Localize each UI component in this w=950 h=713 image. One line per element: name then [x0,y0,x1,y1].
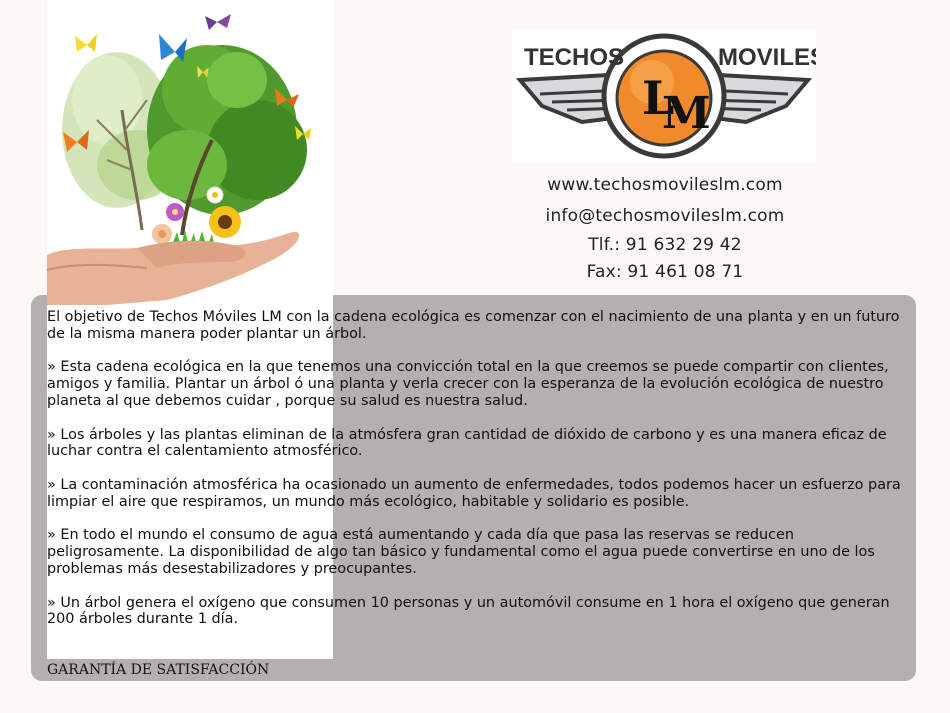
website-link[interactable]: www.techosmovileslm.com [547,175,783,195]
logo-word-moviles: MOVILES [718,44,816,71]
logo-monogram-l: L [642,71,675,125]
phone-number: Tlf.: 91 632 29 42 [588,235,742,255]
bullet-paragraph: » La contaminación atmosférica ha ocasionado un aumento de enfermedades, todos podemos hacer un esfuerzo para limpiar el aire que respiramos, un mundo más ecológico, habitable y solidario es posible. [47,476,901,510]
tree-in-hand-illustration [47,0,333,305]
bullet-paragraph: » Los árboles y las plantas eliminan de la atmósfera gran cantidad de dióxido de carbono y es una manera eficaz de luchar contra el calentamiento atmosférico. [47,426,887,460]
logo-word-techos: TECHOS [524,44,625,71]
bullet-paragraph: » Esta cadena ecológica en la que tenemos una convicción total en la que creemos se puede compartir con clientes, amigos y familia. Plantar un árbol ó una planta y verla crecer con la esperanza de la evolución ecológica de nuestro planeta al que debemos cuidar , porque su salud es nuestra salud. [47,359,889,409]
bullet-paragraph: » Un árbol genera el oxígeno que consumen 10 personas y un automóvil consume en 1 hora el oxígeno que generan 200 árboles durante 1 día. [47,594,890,628]
intro-paragraph: El objetivo de Techos Móviles LM con la cadena ecológica es comenzar con el nacimiento de una planta y en un futuro de la misma manera poder plantar un árbol. [47,309,900,342]
fax-number: Fax: 91 461 08 71 [586,262,744,282]
techos-moviles-logo-icon [512,30,816,162]
satisfaction-guarantee-label: GARANTÍA DE SATISFACCIÓN [47,662,270,678]
logo-monogram-m: M [662,88,711,139]
article-body [47,309,915,645]
hero-illustration [47,0,333,305]
bullet-paragraph: » En todo el mundo el consumo de agua está aumentando y cada día que pasa las reservas se reducen peligrosamente. La disponibilidad de algo tan básico y fundamental como el agua puede convertirse en uno de los problemas más desestabilizadores y preocupantes. [47,527,875,577]
email-link[interactable]: info@techosmovileslm.com [545,206,785,226]
company-logo [512,30,816,162]
